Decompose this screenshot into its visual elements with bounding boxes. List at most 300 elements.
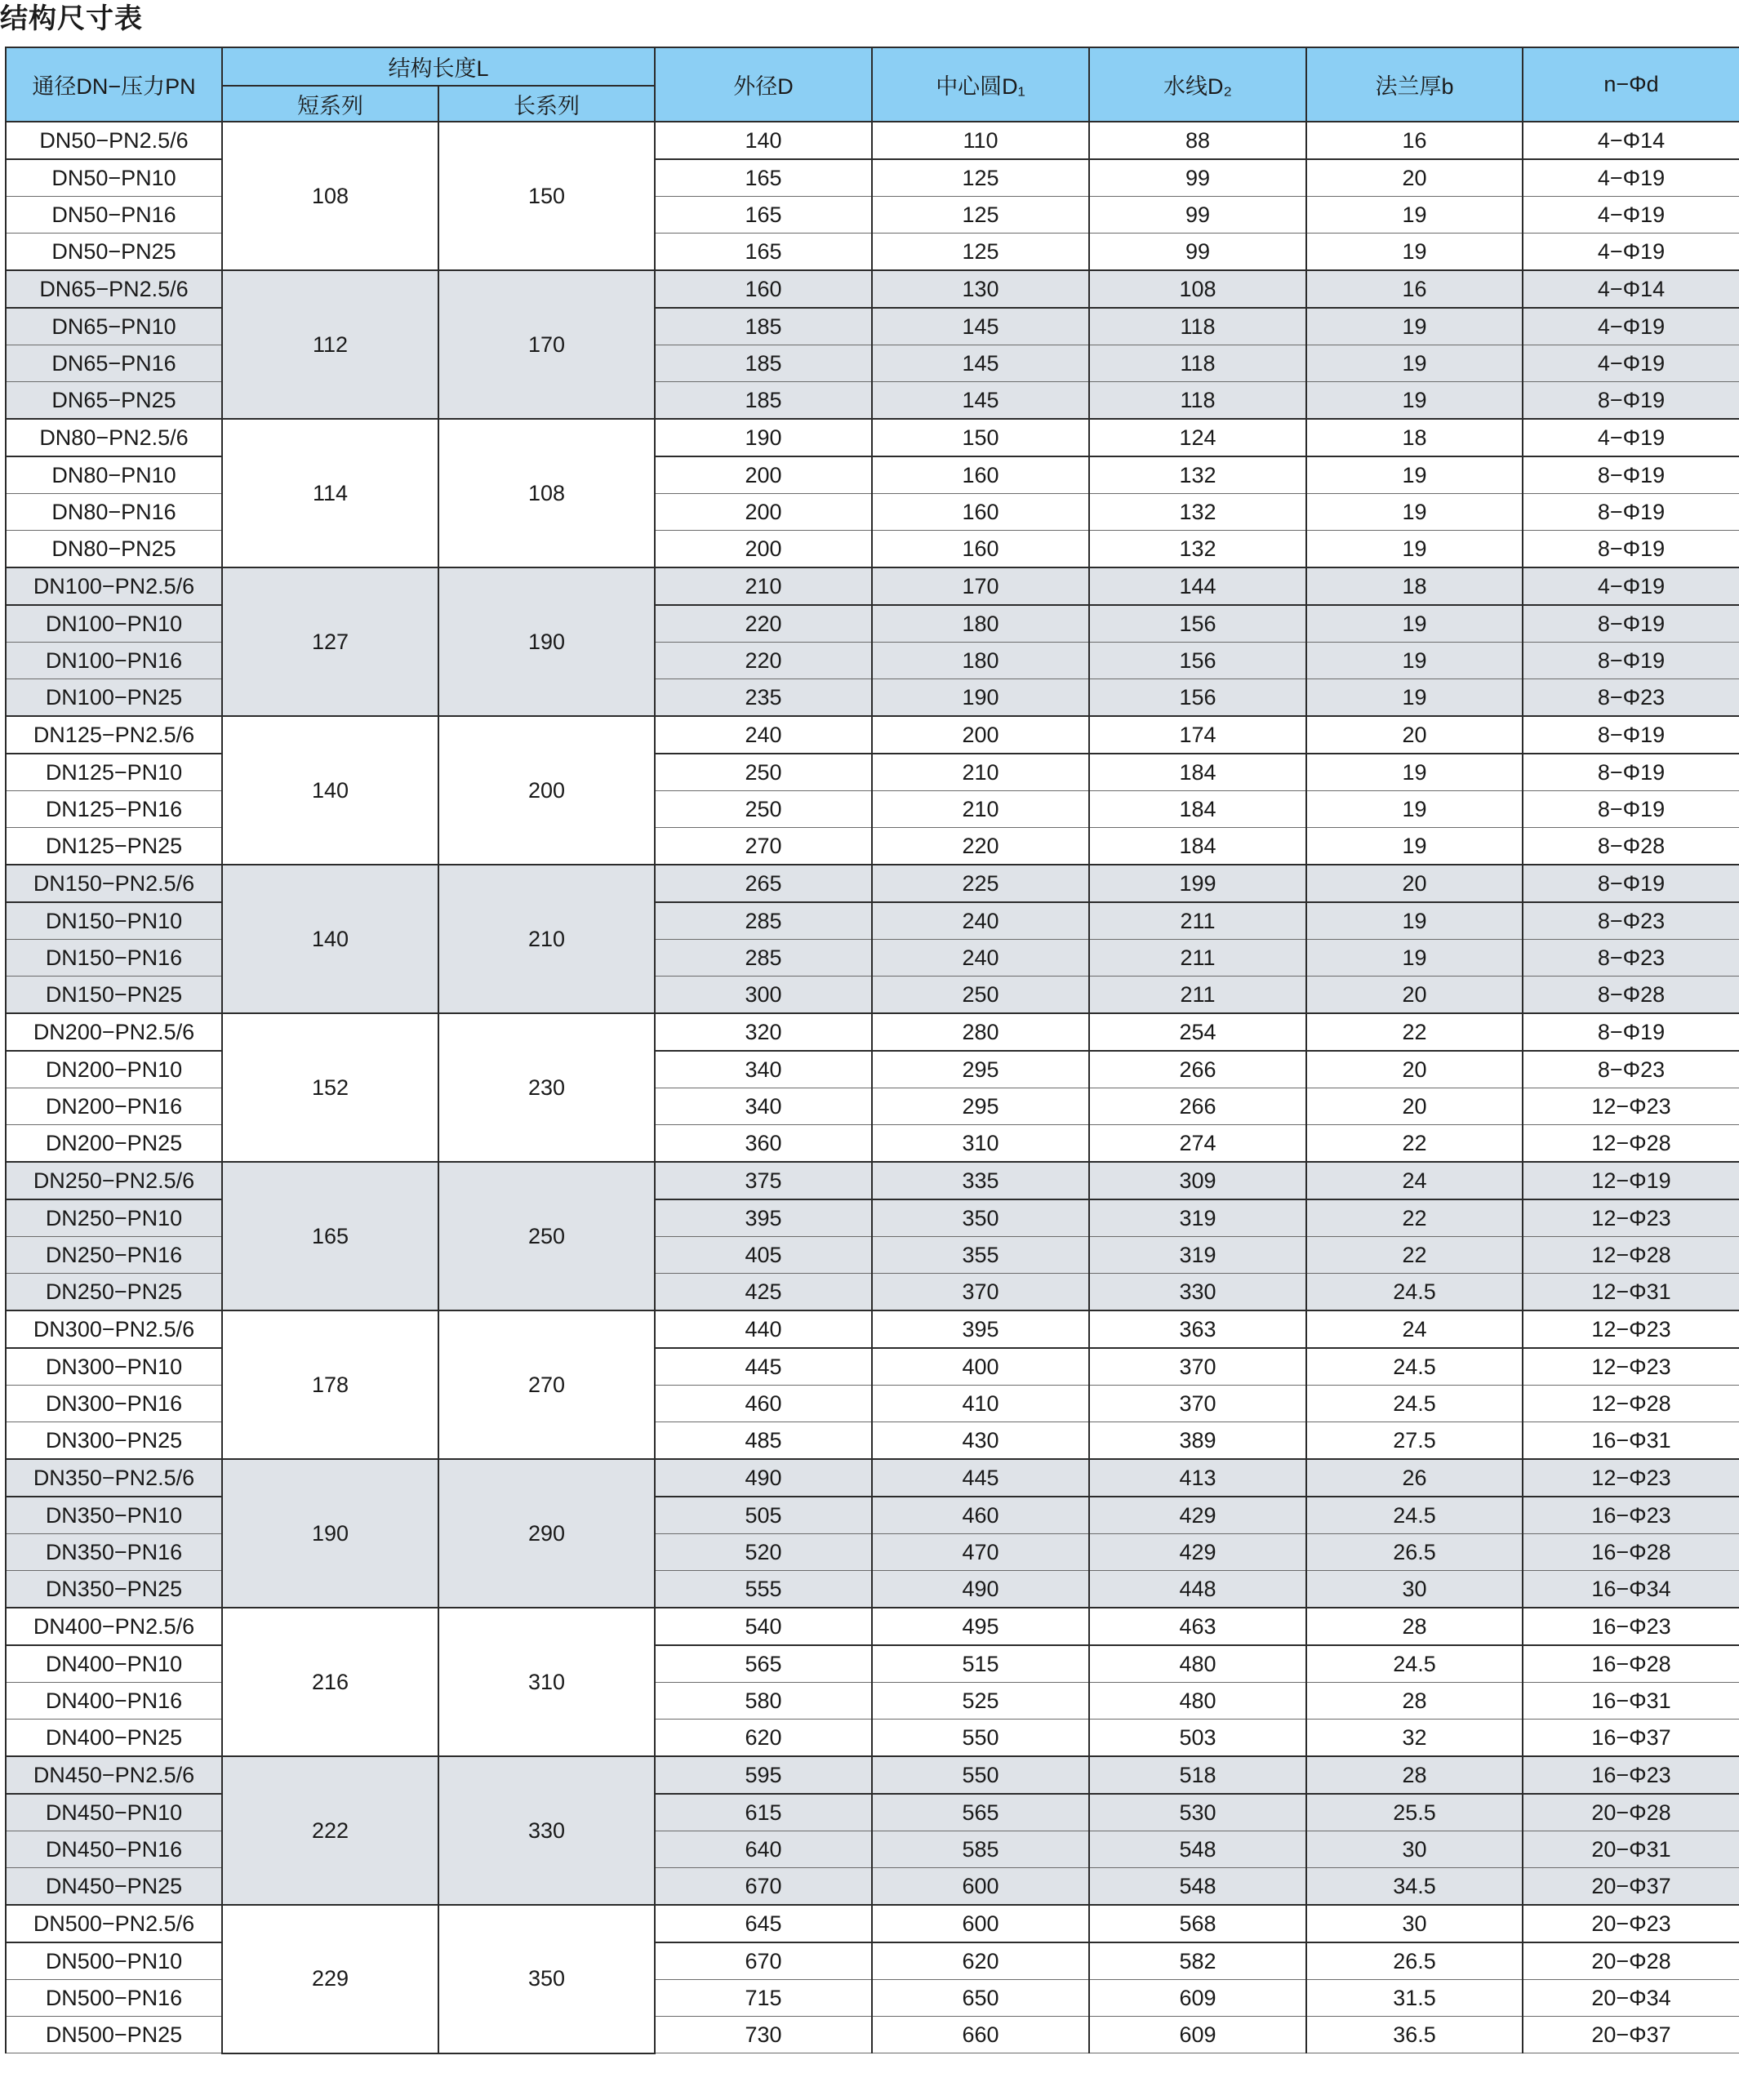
cell-bolt-holes: 12−Φ23 [1523, 1199, 1739, 1237]
cell-dn-pn: DN200−PN10 [6, 1051, 222, 1088]
cell-center-circle: 210 [872, 754, 1089, 791]
cell-flange-thickness: 19 [1306, 643, 1523, 679]
header-long-series: 长系列 [438, 86, 655, 122]
cell-dn-pn: DN200−PN2.5/6 [6, 1013, 222, 1051]
cell-water-line: 518 [1089, 1756, 1306, 1794]
cell-center-circle: 515 [872, 1645, 1089, 1683]
cell-dn-pn: DN80−PN16 [6, 494, 222, 531]
cell-center-circle: 250 [872, 977, 1089, 1014]
cell-dn-pn: DN500−PN2.5/6 [6, 1905, 222, 1942]
cell-water-line: 463 [1089, 1608, 1306, 1645]
cell-center-circle: 145 [872, 308, 1089, 345]
cell-outer-diameter: 185 [655, 382, 872, 420]
header-short-series: 短系列 [222, 86, 438, 122]
cell-outer-diameter: 200 [655, 456, 872, 494]
cell-long-series: 108 [438, 419, 655, 567]
cell-bolt-holes: 8−Φ28 [1523, 977, 1739, 1014]
cell-center-circle: 660 [872, 2017, 1089, 2053]
cell-flange-thickness: 24.5 [1306, 1645, 1523, 1683]
cell-center-circle: 225 [872, 865, 1089, 902]
cell-bolt-holes: 4−Φ19 [1523, 345, 1739, 382]
cell-short-series: 114 [222, 419, 438, 567]
cell-flange-thickness: 19 [1306, 828, 1523, 865]
cell-dn-pn: DN80−PN10 [6, 456, 222, 494]
cell-flange-thickness: 19 [1306, 345, 1523, 382]
cell-dn-pn: DN350−PN25 [6, 1571, 222, 1608]
cell-dn-pn: DN450−PN2.5/6 [6, 1756, 222, 1794]
cell-outer-diameter: 375 [655, 1162, 872, 1199]
cell-bolt-holes: 20−Φ28 [1523, 1942, 1739, 1980]
cell-bolt-holes: 8−Φ19 [1523, 716, 1739, 754]
cell-bolt-holes: 8−Φ19 [1523, 865, 1739, 902]
cell-water-line: 448 [1089, 1571, 1306, 1608]
table-row [6, 1756, 1739, 1794]
cell-center-circle: 125 [872, 197, 1089, 234]
cell-center-circle: 170 [872, 567, 1089, 605]
cell-dn-pn: DN125−PN25 [6, 828, 222, 865]
cell-flange-thickness: 20 [1306, 865, 1523, 902]
cell-bolt-holes: 4−Φ19 [1523, 308, 1739, 345]
cell-water-line: 108 [1089, 270, 1306, 308]
cell-short-series: 108 [222, 122, 438, 270]
cell-center-circle: 350 [872, 1199, 1089, 1237]
cell-bolt-holes: 8−Φ19 [1523, 1013, 1739, 1051]
cell-short-series: 165 [222, 1162, 438, 1310]
cell-center-circle: 145 [872, 382, 1089, 420]
cell-center-circle: 585 [872, 1831, 1089, 1868]
cell-bolt-holes: 8−Φ19 [1523, 791, 1739, 828]
cell-dn-pn: DN300−PN16 [6, 1386, 222, 1422]
cell-water-line: 99 [1089, 159, 1306, 197]
cell-dn-pn: DN50−PN16 [6, 197, 222, 234]
cell-water-line: 413 [1089, 1459, 1306, 1497]
cell-dn-pn: DN400−PN25 [6, 1720, 222, 1757]
cell-bolt-holes: 4−Φ19 [1523, 197, 1739, 234]
cell-outer-diameter: 715 [655, 1980, 872, 2017]
cell-flange-thickness: 20 [1306, 1051, 1523, 1088]
cell-flange-thickness: 16 [1306, 122, 1523, 159]
cell-dn-pn: DN150−PN25 [6, 977, 222, 1014]
cell-flange-thickness: 19 [1306, 940, 1523, 977]
cell-dn-pn: DN500−PN16 [6, 1980, 222, 2017]
cell-dn-pn: DN65−PN2.5/6 [6, 270, 222, 308]
cell-water-line: 330 [1089, 1274, 1306, 1311]
cell-water-line: 118 [1089, 382, 1306, 420]
cell-dn-pn: DN400−PN2.5/6 [6, 1608, 222, 1645]
cell-flange-thickness: 19 [1306, 197, 1523, 234]
cell-center-circle: 160 [872, 494, 1089, 531]
cell-dn-pn: DN125−PN10 [6, 754, 222, 791]
cell-water-line: 156 [1089, 605, 1306, 643]
cell-bolt-holes: 20−Φ28 [1523, 1794, 1739, 1831]
table-row [6, 122, 1739, 159]
cell-bolt-holes: 12−Φ23 [1523, 1348, 1739, 1386]
cell-bolt-holes: 12−Φ28 [1523, 1386, 1739, 1422]
cell-bolt-holes: 16−Φ31 [1523, 1422, 1739, 1460]
cell-bolt-holes: 8−Φ19 [1523, 456, 1739, 494]
table-row [6, 716, 1739, 754]
cell-long-series: 330 [438, 1756, 655, 1905]
cell-dn-pn: DN125−PN2.5/6 [6, 716, 222, 754]
cell-outer-diameter: 490 [655, 1459, 872, 1497]
cell-center-circle: 150 [872, 419, 1089, 456]
cell-flange-thickness: 18 [1306, 567, 1523, 605]
cell-center-circle: 460 [872, 1497, 1089, 1534]
cell-bolt-holes: 8−Φ23 [1523, 1051, 1739, 1088]
cell-center-circle: 125 [872, 234, 1089, 271]
cell-center-circle: 445 [872, 1459, 1089, 1497]
cell-outer-diameter: 520 [655, 1534, 872, 1571]
cell-water-line: 144 [1089, 567, 1306, 605]
cell-bolt-holes: 16−Φ31 [1523, 1683, 1739, 1720]
cell-outer-diameter: 730 [655, 2017, 872, 2053]
cell-flange-thickness: 24.5 [1306, 1348, 1523, 1386]
cell-water-line: 88 [1089, 122, 1306, 159]
cell-bolt-holes: 12−Φ23 [1523, 1459, 1739, 1497]
table-row [6, 1013, 1739, 1051]
table-row [6, 419, 1739, 456]
cell-dn-pn: DN450−PN16 [6, 1831, 222, 1868]
cell-dn-pn: DN65−PN25 [6, 382, 222, 420]
cell-dn-pn: DN500−PN10 [6, 1942, 222, 1980]
cell-water-line: 548 [1089, 1868, 1306, 1906]
cell-center-circle: 160 [872, 456, 1089, 494]
cell-bolt-holes: 8−Φ23 [1523, 902, 1739, 940]
cell-bolt-holes: 4−Φ14 [1523, 270, 1739, 308]
cell-flange-thickness: 16 [1306, 270, 1523, 308]
cell-outer-diameter: 640 [655, 1831, 872, 1868]
cell-short-series: 112 [222, 270, 438, 419]
cell-center-circle: 180 [872, 605, 1089, 643]
cell-dn-pn: DN300−PN25 [6, 1422, 222, 1460]
cell-center-circle: 130 [872, 270, 1089, 308]
cell-dn-pn: DN65−PN10 [6, 308, 222, 345]
cell-center-circle: 495 [872, 1608, 1089, 1645]
cell-water-line: 389 [1089, 1422, 1306, 1460]
cell-bolt-holes: 8−Φ28 [1523, 828, 1739, 865]
cell-bolt-holes: 4−Φ19 [1523, 419, 1739, 456]
table-row [6, 1162, 1739, 1199]
table-row [6, 1459, 1739, 1497]
cell-dn-pn: DN300−PN2.5/6 [6, 1310, 222, 1348]
cell-bolt-holes: 4−Φ19 [1523, 159, 1739, 197]
cell-bolt-holes: 8−Φ19 [1523, 643, 1739, 679]
cell-outer-diameter: 395 [655, 1199, 872, 1237]
page-title: 结构尺寸表 [0, 3, 143, 34]
cell-center-circle: 240 [872, 940, 1089, 977]
cell-flange-thickness: 36.5 [1306, 2017, 1523, 2053]
cell-water-line: 174 [1089, 716, 1306, 754]
header-structure-length: 结构长度L [222, 47, 655, 86]
cell-flange-thickness: 19 [1306, 234, 1523, 271]
cell-water-line: 609 [1089, 1980, 1306, 2017]
cell-center-circle: 355 [872, 1237, 1089, 1274]
cell-outer-diameter: 165 [655, 197, 872, 234]
cell-center-circle: 295 [872, 1051, 1089, 1088]
cell-bolt-holes: 8−Φ19 [1523, 605, 1739, 643]
cell-outer-diameter: 235 [655, 679, 872, 717]
cell-bolt-holes: 12−Φ19 [1523, 1162, 1739, 1199]
cell-flange-thickness: 22 [1306, 1237, 1523, 1274]
cell-bolt-holes: 16−Φ28 [1523, 1645, 1739, 1683]
cell-bolt-holes: 12−Φ23 [1523, 1310, 1739, 1348]
table-row [6, 270, 1739, 308]
cell-bolt-holes: 12−Φ28 [1523, 1125, 1739, 1163]
cell-bolt-holes: 8−Φ19 [1523, 531, 1739, 568]
cell-water-line: 274 [1089, 1125, 1306, 1163]
cell-dn-pn: DN450−PN10 [6, 1794, 222, 1831]
cell-bolt-holes: 4−Φ19 [1523, 234, 1739, 271]
cell-water-line: 609 [1089, 2017, 1306, 2053]
header-outer-diameter: 外径D [655, 47, 872, 122]
cell-outer-diameter: 360 [655, 1125, 872, 1163]
cell-outer-diameter: 540 [655, 1608, 872, 1645]
cell-outer-diameter: 190 [655, 419, 872, 456]
cell-water-line: 118 [1089, 308, 1306, 345]
cell-dn-pn: DN150−PN2.5/6 [6, 865, 222, 902]
cell-center-circle: 395 [872, 1310, 1089, 1348]
cell-short-series: 216 [222, 1608, 438, 1756]
cell-flange-thickness: 27.5 [1306, 1422, 1523, 1460]
cell-water-line: 568 [1089, 1905, 1306, 1942]
cell-dn-pn: DN50−PN25 [6, 234, 222, 271]
cell-center-circle: 620 [872, 1942, 1089, 1980]
cell-bolt-holes: 16−Φ23 [1523, 1756, 1739, 1794]
cell-flange-thickness: 30 [1306, 1831, 1523, 1868]
cell-long-series: 310 [438, 1608, 655, 1756]
cell-outer-diameter: 595 [655, 1756, 872, 1794]
cell-long-series: 210 [438, 865, 655, 1013]
cell-long-series: 190 [438, 567, 655, 716]
cell-outer-diameter: 620 [655, 1720, 872, 1757]
cell-center-circle: 400 [872, 1348, 1089, 1386]
cell-water-line: 480 [1089, 1683, 1306, 1720]
cell-bolt-holes: 16−Φ37 [1523, 1720, 1739, 1757]
cell-bolt-holes: 16−Φ23 [1523, 1497, 1739, 1534]
cell-bolt-holes: 8−Φ23 [1523, 940, 1739, 977]
cell-flange-thickness: 18 [1306, 419, 1523, 456]
header-center-circle: 中心圆D₁ [872, 47, 1089, 122]
cell-center-circle: 145 [872, 345, 1089, 382]
cell-center-circle: 220 [872, 828, 1089, 865]
cell-center-circle: 490 [872, 1571, 1089, 1608]
cell-flange-thickness: 19 [1306, 754, 1523, 791]
cell-water-line: 319 [1089, 1237, 1306, 1274]
table-row [6, 1310, 1739, 1348]
cell-water-line: 211 [1089, 902, 1306, 940]
cell-bolt-holes: 4−Φ14 [1523, 122, 1739, 159]
cell-flange-thickness: 28 [1306, 1756, 1523, 1794]
cell-outer-diameter: 165 [655, 159, 872, 197]
cell-water-line: 503 [1089, 1720, 1306, 1757]
cell-outer-diameter: 250 [655, 791, 872, 828]
cell-water-line: 99 [1089, 197, 1306, 234]
cell-flange-thickness: 19 [1306, 308, 1523, 345]
cell-flange-thickness: 20 [1306, 977, 1523, 1014]
cell-water-line: 184 [1089, 828, 1306, 865]
cell-outer-diameter: 670 [655, 1868, 872, 1906]
cell-center-circle: 125 [872, 159, 1089, 197]
cell-dn-pn: DN500−PN25 [6, 2017, 222, 2053]
cell-long-series: 350 [438, 1905, 655, 2053]
cell-outer-diameter: 505 [655, 1497, 872, 1534]
cell-water-line: 211 [1089, 940, 1306, 977]
cell-flange-thickness: 22 [1306, 1199, 1523, 1237]
cell-long-series: 230 [438, 1013, 655, 1162]
cell-center-circle: 550 [872, 1756, 1089, 1794]
cell-dn-pn: DN125−PN16 [6, 791, 222, 828]
cell-center-circle: 600 [872, 1868, 1089, 1906]
cell-outer-diameter: 160 [655, 270, 872, 308]
cell-water-line: 184 [1089, 791, 1306, 828]
cell-center-circle: 370 [872, 1274, 1089, 1311]
cell-water-line: 156 [1089, 679, 1306, 717]
cell-center-circle: 180 [872, 643, 1089, 679]
cell-bolt-holes: 12−Φ28 [1523, 1237, 1739, 1274]
cell-flange-thickness: 26.5 [1306, 1942, 1523, 1980]
header-flange-thickness: 法兰厚b [1306, 47, 1523, 122]
cell-bolt-holes: 16−Φ23 [1523, 1608, 1739, 1645]
cell-center-circle: 210 [872, 791, 1089, 828]
table-header [6, 47, 1739, 122]
cell-dn-pn: DN100−PN10 [6, 605, 222, 643]
cell-flange-thickness: 30 [1306, 1571, 1523, 1608]
cell-flange-thickness: 20 [1306, 716, 1523, 754]
cell-center-circle: 600 [872, 1905, 1089, 1942]
cell-bolt-holes: 8−Φ19 [1523, 382, 1739, 420]
cell-water-line: 480 [1089, 1645, 1306, 1683]
cell-center-circle: 310 [872, 1125, 1089, 1163]
cell-bolt-holes: 16−Φ34 [1523, 1571, 1739, 1608]
cell-outer-diameter: 285 [655, 902, 872, 940]
cell-long-series: 170 [438, 270, 655, 419]
cell-center-circle: 335 [872, 1162, 1089, 1199]
cell-water-line: 530 [1089, 1794, 1306, 1831]
cell-flange-thickness: 24.5 [1306, 1274, 1523, 1311]
cell-dn-pn: DN150−PN10 [6, 902, 222, 940]
cell-flange-thickness: 24 [1306, 1162, 1523, 1199]
cell-flange-thickness: 19 [1306, 494, 1523, 531]
cell-water-line: 266 [1089, 1051, 1306, 1088]
cell-dn-pn: DN80−PN25 [6, 531, 222, 568]
cell-dn-pn: DN250−PN25 [6, 1274, 222, 1311]
cell-center-circle: 470 [872, 1534, 1089, 1571]
cell-dn-pn: DN300−PN10 [6, 1348, 222, 1386]
table-row [6, 1608, 1739, 1645]
cell-dn-pn: DN450−PN25 [6, 1868, 222, 1906]
cell-dn-pn: DN250−PN10 [6, 1199, 222, 1237]
cell-flange-thickness: 30 [1306, 1905, 1523, 1942]
cell-flange-thickness: 25.5 [1306, 1794, 1523, 1831]
cell-bolt-holes: 4−Φ19 [1523, 567, 1739, 605]
table-row [6, 865, 1739, 902]
cell-outer-diameter: 645 [655, 1905, 872, 1942]
cell-outer-diameter: 220 [655, 605, 872, 643]
cell-flange-thickness: 19 [1306, 382, 1523, 420]
cell-center-circle: 190 [872, 679, 1089, 717]
cell-dn-pn: DN50−PN2.5/6 [6, 122, 222, 159]
cell-flange-thickness: 20 [1306, 1088, 1523, 1125]
cell-water-line: 319 [1089, 1199, 1306, 1237]
cell-outer-diameter: 210 [655, 567, 872, 605]
cell-outer-diameter: 200 [655, 531, 872, 568]
cell-dn-pn: DN250−PN2.5/6 [6, 1162, 222, 1199]
cell-water-line: 582 [1089, 1942, 1306, 1980]
cell-water-line: 548 [1089, 1831, 1306, 1868]
cell-short-series: 178 [222, 1310, 438, 1459]
cell-flange-thickness: 19 [1306, 605, 1523, 643]
cell-center-circle: 565 [872, 1794, 1089, 1831]
cell-water-line: 363 [1089, 1310, 1306, 1348]
cell-flange-thickness: 26 [1306, 1459, 1523, 1497]
cell-long-series: 290 [438, 1459, 655, 1608]
cell-outer-diameter: 270 [655, 828, 872, 865]
cell-dn-pn: DN80−PN2.5/6 [6, 419, 222, 456]
cell-water-line: 309 [1089, 1162, 1306, 1199]
cell-outer-diameter: 425 [655, 1274, 872, 1311]
cell-outer-diameter: 200 [655, 494, 872, 531]
cell-water-line: 184 [1089, 754, 1306, 791]
cell-water-line: 156 [1089, 643, 1306, 679]
cell-outer-diameter: 320 [655, 1013, 872, 1051]
cell-outer-diameter: 185 [655, 308, 872, 345]
cell-short-series: 229 [222, 1905, 438, 2053]
cell-outer-diameter: 445 [655, 1348, 872, 1386]
cell-flange-thickness: 24.5 [1306, 1386, 1523, 1422]
dimension-table [5, 47, 1739, 2054]
cell-short-series: 140 [222, 716, 438, 865]
cell-center-circle: 525 [872, 1683, 1089, 1720]
cell-water-line: 132 [1089, 531, 1306, 568]
cell-outer-diameter: 285 [655, 940, 872, 977]
cell-flange-thickness: 32 [1306, 1720, 1523, 1757]
cell-flange-thickness: 19 [1306, 679, 1523, 717]
cell-outer-diameter: 140 [655, 122, 872, 159]
cell-dn-pn: DN100−PN16 [6, 643, 222, 679]
cell-center-circle: 550 [872, 1720, 1089, 1757]
cell-flange-thickness: 31.5 [1306, 1980, 1523, 2017]
cell-flange-thickness: 28 [1306, 1683, 1523, 1720]
cell-outer-diameter: 340 [655, 1051, 872, 1088]
cell-flange-thickness: 22 [1306, 1013, 1523, 1051]
cell-dn-pn: DN350−PN16 [6, 1534, 222, 1571]
cell-outer-diameter: 615 [655, 1794, 872, 1831]
cell-center-circle: 240 [872, 902, 1089, 940]
cell-bolt-holes: 8−Φ23 [1523, 679, 1739, 717]
cell-dn-pn: DN50−PN10 [6, 159, 222, 197]
cell-flange-thickness: 19 [1306, 791, 1523, 828]
cell-water-line: 199 [1089, 865, 1306, 902]
header-bolt-holes: n−Φd [1523, 47, 1739, 122]
cell-bolt-holes: 8−Φ19 [1523, 494, 1739, 531]
cell-outer-diameter: 250 [655, 754, 872, 791]
cell-center-circle: 430 [872, 1422, 1089, 1460]
cell-water-line: 429 [1089, 1534, 1306, 1571]
table-body [6, 122, 1739, 2053]
cell-center-circle: 295 [872, 1088, 1089, 1125]
cell-flange-thickness: 20 [1306, 159, 1523, 197]
cell-outer-diameter: 440 [655, 1310, 872, 1348]
cell-long-series: 250 [438, 1162, 655, 1310]
cell-flange-thickness: 22 [1306, 1125, 1523, 1163]
cell-bolt-holes: 20−Φ23 [1523, 1905, 1739, 1942]
cell-dn-pn: DN100−PN25 [6, 679, 222, 717]
cell-outer-diameter: 165 [655, 234, 872, 271]
cell-dn-pn: DN150−PN16 [6, 940, 222, 977]
cell-water-line: 429 [1089, 1497, 1306, 1534]
cell-water-line: 132 [1089, 494, 1306, 531]
cell-flange-thickness: 28 [1306, 1608, 1523, 1645]
